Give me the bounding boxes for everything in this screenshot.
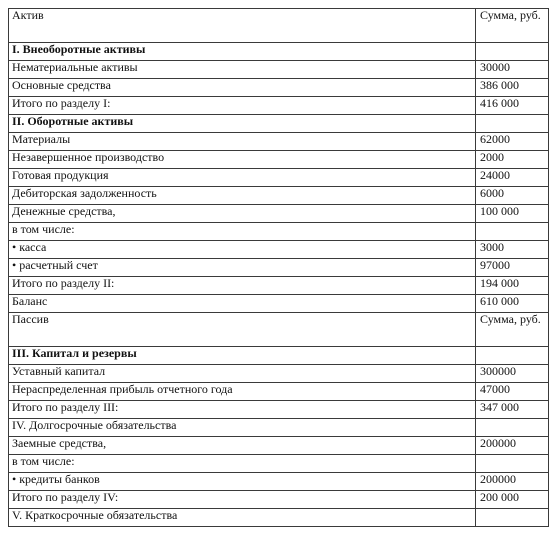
table-row (9, 295, 549, 313)
row-label-cell: Итого по разделу II: (9, 277, 476, 295)
row-label-cell: Нематериальные активы (9, 61, 476, 79)
table-row (9, 277, 549, 295)
row-amount-cell (476, 419, 549, 437)
row-label-cell: • расчетный счет (9, 259, 476, 277)
table-row (9, 79, 549, 97)
row-label-cell: Итого по разделу IV: (9, 491, 476, 509)
table-row (9, 347, 549, 365)
table-row (9, 491, 549, 509)
row-label-cell: • касса (9, 241, 476, 259)
row-label-cell: I. Внеоборотные активы (9, 43, 476, 61)
row-amount-cell: 100 000 (476, 205, 549, 223)
table-row (9, 169, 549, 187)
row-label-cell: Материалы (9, 133, 476, 151)
row-amount-cell (476, 115, 549, 133)
row-amount-cell: 300000 (476, 365, 549, 383)
table-row (9, 151, 549, 169)
row-label-cell: Итого по разделу I: (9, 97, 476, 115)
row-amount-cell: 47000 (476, 383, 549, 401)
row-amount-cell: 200000 (476, 437, 549, 455)
row-amount-cell (476, 455, 549, 473)
table-row (9, 133, 549, 151)
table-row (9, 187, 549, 205)
row-amount-cell: Сумма, руб. (476, 9, 549, 43)
table-row (9, 383, 549, 401)
table-row (9, 241, 549, 259)
row-amount-cell: 2000 (476, 151, 549, 169)
row-amount-cell: 610 000 (476, 295, 549, 313)
table-row (9, 419, 549, 437)
row-amount-cell: 6000 (476, 187, 549, 205)
row-label-cell: Дебиторская задолженность (9, 187, 476, 205)
row-label-cell: IV. Долгосрочные обязательства (9, 419, 476, 437)
row-amount-cell: 200000 (476, 473, 549, 491)
table-row (9, 43, 549, 61)
row-amount-cell: 347 000 (476, 401, 549, 419)
row-label-cell: Актив (9, 9, 476, 43)
row-label-cell: Итого по разделу III: (9, 401, 476, 419)
row-label-cell: • кредиты банков (9, 473, 476, 491)
row-amount-cell: 194 000 (476, 277, 549, 295)
table-row (9, 61, 549, 79)
table-row (9, 401, 549, 419)
row-amount-cell: 24000 (476, 169, 549, 187)
table-row (9, 437, 549, 455)
table-row (9, 509, 549, 527)
balance-sheet (8, 8, 548, 527)
balance-table-body (9, 9, 549, 527)
row-label-cell: Пассив (9, 313, 476, 347)
row-label-cell: Незавершенное производство (9, 151, 476, 169)
table-row (9, 9, 549, 43)
table-row (9, 365, 549, 383)
row-label-cell: V. Краткосрочные обязательства (9, 509, 476, 527)
row-label-cell: III. Капитал и резервы (9, 347, 476, 365)
row-amount-cell (476, 43, 549, 61)
table-row (9, 97, 549, 115)
row-amount-cell: 62000 (476, 133, 549, 151)
row-amount-cell: 97000 (476, 259, 549, 277)
table-row (9, 473, 549, 491)
balance-table (8, 8, 549, 527)
row-label-cell: Баланс (9, 295, 476, 313)
row-label-cell: в том числе: (9, 455, 476, 473)
row-amount-cell: 386 000 (476, 79, 549, 97)
table-row (9, 115, 549, 133)
row-label-cell: Заемные средства, (9, 437, 476, 455)
row-label-cell: в том числе: (9, 223, 476, 241)
table-row (9, 455, 549, 473)
row-amount-cell (476, 223, 549, 241)
row-amount-cell: 30000 (476, 61, 549, 79)
row-amount-cell (476, 509, 549, 527)
row-label-cell: Основные средства (9, 79, 476, 97)
table-row (9, 259, 549, 277)
row-amount-cell: Сумма, руб. (476, 313, 549, 347)
table-row (9, 205, 549, 223)
row-amount-cell (476, 347, 549, 365)
row-amount-cell: 3000 (476, 241, 549, 259)
row-label-cell: II. Оборотные активы (9, 115, 476, 133)
table-row (9, 313, 549, 347)
row-label-cell: Нераспределенная прибыль отчетного года (9, 383, 476, 401)
table-row (9, 223, 549, 241)
row-label-cell: Готовая продукция (9, 169, 476, 187)
row-amount-cell: 416 000 (476, 97, 549, 115)
row-amount-cell: 200 000 (476, 491, 549, 509)
row-label-cell: Уставный капитал (9, 365, 476, 383)
row-label-cell: Денежные средства, (9, 205, 476, 223)
